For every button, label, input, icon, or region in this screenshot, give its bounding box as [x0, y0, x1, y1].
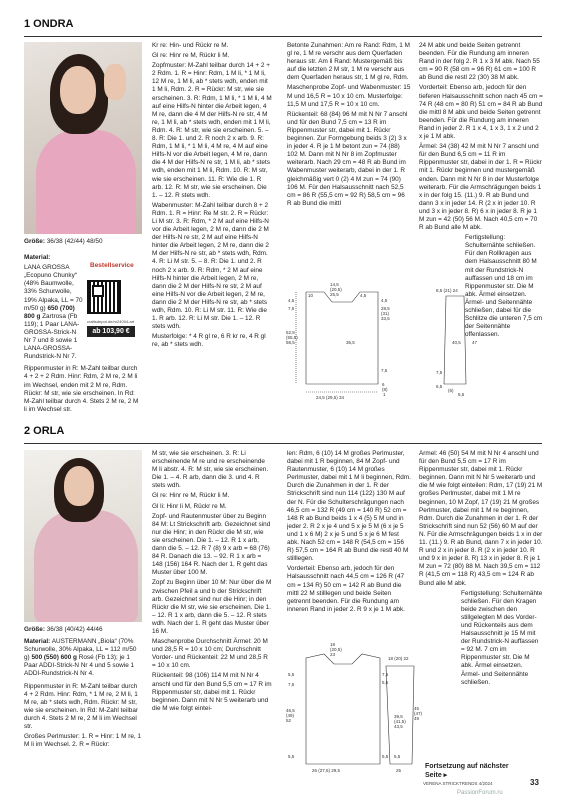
sweater-shape	[34, 510, 138, 622]
dim-label: 52	[286, 718, 292, 723]
dim-label: 5,5	[394, 754, 401, 759]
dim-label: 7,5	[382, 672, 389, 677]
dim-label: 33,5	[381, 316, 390, 321]
rueckenteil-text: Rückenteil: 98 (106) 114 M mit N Nr 4 anschl und für den Bund 5,5 cm = 17 R im Rippenmuster str, dabei mit 1. Rückr beginnen. Dann mit N Nr 5 weiterarb und die M wie folgt eintei-	[152, 672, 272, 712]
body-outline	[306, 292, 378, 384]
dim-label: 24,5 (29,5) 34	[316, 395, 345, 400]
section2-rule	[24, 443, 542, 444]
halsausschnitt-text: 24 M abk und beide Seiten getrennt beenden. Für die Rundung am inneren Rand in der folg 2. R 1 x 3 M abk. Nach 55 cm = 90 R (58 cm = 96 R) 61 cm = 100 R ab Bund die restl 22 (30) 38 M abk.	[419, 42, 540, 82]
sweater-shape	[36, 130, 136, 234]
schematic-diagram-2	[286, 636, 424, 776]
material-amount: 500 (550) 600 g	[31, 654, 77, 662]
section2-photo	[24, 450, 142, 622]
face-shape	[60, 66, 96, 114]
material-label: Material:	[24, 638, 51, 646]
dim-label: 7,5	[288, 306, 295, 311]
dim-label: 45	[414, 706, 420, 711]
dim-label: (20,5)	[330, 647, 342, 652]
fertigstellung-text: Fertigstellung: Schulternähte schließen. Für den Rollkragen aus dem Halsausschnitt 80 M mit der Rundstrick-N auffassen und 18 cm im Rippenmuster str. Die M abk. Ärmel einsetzen. Ärmel- und Seitennähte schließen, dabei für die Schlitze die unteren 7,5 cm der Seitennähte offenlassen.	[465, 234, 543, 339]
perlmuster-cont-text: M str, wie sie erscheinen. 3. R: Li erscheinende M re und re erscheinende M li abstr. 4. R: M str, wie sie erscheinen. Die 1. – 4. R arb, dann die 3. und 4. R stets wdh.	[152, 450, 269, 490]
section1-title: 1 ONDRA	[24, 18, 74, 30]
zopfmuster-text: Zopfmuster: M-Zahl teilbar durch 14 + 2 + 2 Rdm. 1. R = Hinr: Rdm, 1 M li, * 1 M li, 12 M re, 1 M li, ab * stets wdh, enden mit 1 M li, Rdm. 2. R = Rückr: M str, wie sie erscheinen. 3. R: Rdm, 1 M li, * 1 M li, 4 M auf eine Hilfs-N hinter die Arbeit legen, 4 M re, dann die 4 M der Hilfs-N re str, 4 M re, 1 M li, ab * stets wdh, enden mit 1 M li, Rdm. 4. R: M str, wie sie erscheinen. 5. – 8. R: Die 1. und 2. R noch 2 x arb. 9. R: Rdm, 1 M li, * 1 M li, 4 M re, 4 M auf eine Hilfs-N vor die Arbeit legen, 4 M re, dann die 4 M der Hilfs-N re str, 1 M li, ab * stets wdh, enden mit 1 M li, Rdm. 10. R: M str, wie sie erscheinen. 11. R: Wie die 1. R arb. 12. R: M str, wie sie erscheinen. Die 1. – 12. R stets wdh.	[152, 62, 272, 199]
material-text: LANA GROSSA „Ecopuno Chunky“ (48% Baumwolle, 33% Schurwolle, 19% Alpaka, LL = 70 m/50 g)	[24, 264, 83, 312]
magazine-name: VERENA STRICKTRENDS 4/2024	[423, 781, 493, 786]
dim-label: (6)	[448, 388, 454, 393]
dim-label: (49)	[286, 713, 295, 718]
dim-label: 7,5	[288, 682, 295, 687]
gl-re-text: Gl re: Hinr re M, Rückr li M.	[152, 52, 230, 60]
section2-col1	[24, 626, 142, 776]
maschenprobe-text: Maschenprobe Durchschnitt Ärmel: 20 M und 28,5 R = 10 x 10 cm; Durchschnitt Vorder- und Rückenteil: 22 M und 28,5 R = 10 x 10 cm.	[152, 638, 268, 670]
size-label: Größe:	[24, 626, 45, 633]
dim-label: (41,5)	[394, 719, 406, 724]
dim-label: 4,5	[360, 293, 367, 298]
dim-label: 4,5	[381, 298, 388, 303]
next-page-link[interactable]: Fortsetzung auf nächster Seite ▸	[425, 763, 509, 779]
section1-rule	[24, 36, 542, 37]
material-text2: Zartrosa (Fb 119); 1 Paar LANA-GROSSA-Strick-N Nr 7 und 8 sowie 1 LANA-GROSSA-Rundstrick-N Nr 7.	[24, 312, 80, 361]
vorderteil-text: Vorderteil: Ebenso arb, jedoch für den Halsausschnitt nach 44,5 cm = 126 R (47 cm = 134 R) 50 cm = 142 R ab Bund die mittl 22 M stilllegen und beide Seiten getrennt beenden. Für die Rundung am inneren Rand in jeder 2. R 9 x je 1 M abk.	[287, 565, 405, 613]
dim-label: (20,5)	[330, 287, 342, 292]
aermel-text: Ärmel: 46 (50) 54 M mit N Nr 4 anschl und für den Bund 5,5 cm = 17 R im Rippenmuster str, dabei mit 1. Rückr beginnen. Dann mit N Nr 5 weiterarb und die M wie folgt einteilen: Rdm, 17 (19) 21 M großes Perlmuster, dabei mit 1 M re beginnen, 10 M Zopf, 17 (19) 21 M großes Perlmuster, dabei mit 1 M re beginnen, Rdm. Durch die Zunahmen in der 1. R der Strickschrift sind nun 52 (56) 60 M auf der N. Für die Armschrägungen beids 1 x in der 11. (11.) 9. R ab Bund, dann 7 x in jeder 10. R und 2 x in jeder 8. R (2 x in jeder 10. R und 9 x in jeder 8. R) 13 x in jeder 8. R je 1 M zun = 72 (80) 88 M. Nach 39,5 cm = 112 R (41,5 cm = 118 R) 43,5 cm = 124 R ab Bund alle M abk.	[419, 450, 543, 587]
kr-re-text: Kr re: Hin- und Rückr re M.	[152, 42, 229, 49]
section2-col3	[287, 450, 411, 636]
gl-re-text: Gl re: Hinr re M, Rückr li M.	[152, 492, 230, 500]
section2-title: 2 ORLA	[24, 425, 65, 437]
aermel-text: Ärmel: 34 (38) 42 M mit N Nr 7 anschl und für den Bund 6,5 cm = 11 R im Rippenmuster str, dabei in der 1. R = Rückr mit 1. Rückr beginnen und mustergemäß enden. Dann mit N Nr 8 in der Musterfolge weiterarb. Für die Armschrägungen beids 1 x in der folg 15. (11.) 9. R ab Bund und dann 3 x in jeder 14. R (2 x in jeder 10. R und 3 x in jeder 8. R) 6 x in jeder 8. R je 1 M zun = 42 (50) 56 M. Nach 40,5 cm = 70 R ab Bund alle M abk.	[419, 143, 542, 232]
dim-label: 28,5	[381, 306, 390, 311]
material-text2: Rosé (Fb 13); je 1 Paar ADDI-Strick-N Nr 4 und 5 sowie 1 ADDI-Rundstrick-N Nr 4.	[24, 654, 135, 678]
dim-label: 4,5	[288, 298, 295, 303]
dim-label: 14,5	[330, 282, 339, 287]
material-label: Material:	[24, 254, 51, 262]
dim-label: (8)	[382, 387, 388, 392]
dim-label: 5,5	[458, 392, 465, 397]
dim-label: 25,5	[330, 292, 339, 297]
gl-li-text: Gl li: Hinr li M, Rückr re M.	[152, 502, 227, 510]
dim-label: 7,5	[436, 370, 443, 375]
dim-label: 49	[414, 716, 420, 721]
dim-label: 52,5	[286, 330, 295, 335]
dim-label: 18	[330, 642, 336, 647]
wabenmuster-text: Wabenmuster: M-Zahl teilbar durch 8 + 2 Rdm. 1. R = Hinr: Re M str. 2. R = Rückr: Li M str. 3. R: Rdm, * 2 M auf eine Hilfs-N vor die Arbeit legen, 2 M re, dann die 2 M der Hilfs-N re str, 2 M auf eine Hilfs-N hinter die Arbeit legen, 2 M re, dann die 2 M der Hilfs-N re str, ab * stets wdh, Rdm. 4. R: Li M str. 5. – 8. R: Die 1. und 2. R noch 2 x arb. 9. R: Rdm, * 2 M auf eine Hilfs-N hinter die Arbeit legen, 2 M re, dann die 2 M der Hilfs-N re str, 2 M auf eine Hilfs-N vor die Arbeit legen, 2 M re, dann die 2 M der Hilfs-N re str, ab * stets wdh, Rdm. 10. R: Li M str. 11. R: Wie die 1. R arb. 12. R: Li M str. Die 1. – 12. R stets wdh.	[152, 201, 269, 331]
dim-label: 5,5	[382, 754, 389, 759]
betonte-zunahmen-text: Betonte Zunahmen: Am re Rand: Rdm, 1 M gl re, 1 M re verschr aus dem Querfaden heraus str. Am li Rand: Mustergemäß bis auf die letzten 2 M str, 1 M re verschr aus dem Querfaden heraus str, 1 M gl re, Rdm.	[287, 42, 410, 82]
hand-shape	[104, 64, 126, 100]
fertigstellung-text: Fertigstellung: Schulternähte schließen. Für den Kragen beide zwischen den stillgelegten M des Vorder- und Rückenteils aus dem Halsausschnitt je 15 M mit der Rundstrick-N auffassen = 92 M. 7 cm im Rippenmuster str. Die M abk. Ärmel einsetzen. Ärmel- und Seitennähte schließen.	[461, 589, 543, 686]
zopf-beginn-text: Zopf zu Beginn über 10 M: Nur über die M zwischen Pfeil a und b der Strickschrift arb. Gezeichnet sind nur die Hinr; in den Rückr die M str, wie sie erscheinen. Die 1. – 12. R 1 x arb, dann die 5. – 12. R stets wdh. Nach der 1. R geht das Muster über 16 M.	[152, 579, 272, 635]
section1-col2	[152, 42, 272, 438]
dim-label: 36,5	[346, 340, 355, 345]
size-label: Größe:	[24, 238, 45, 245]
rippenmuster-text: Rippenmuster in R: M-Zahl teilbar durch 4 + 2 + 2 Rdm. Hinr: Rdm, 2 M re, 2 M li im Wechsel, enden mit 2 M re, Rdm. Rückr: M str, wie sie erscheinen. In Rd: M-Zahl teilbar durch 4. Stets 2 M re, 2 M li im Wechsel str.	[24, 365, 139, 413]
section1-col3	[287, 42, 411, 262]
einteilung-text: len: Rdm, 6 (10) 14 M großes Perlmuster, dabei mit 1 R beginnen, 84 M Zopf- und Rautenmuster, 6 (10) 14 M großes Perlmuster, dabei mit 1 M li beginnen, Rdm. Durch die Zunahmen in der 1. R der Strickschrift sind nun 114 (122) 130 M auf der N. Für die Schulterschrägungen nach 46,5 cm = 132 R (49 cm = 140 R) 52 cm = 148 R ab Bund beids 1 x 4 (5) 5 M und in jeder 2. R 2 x je 4 und 5 x je 5 M (6 x je 5 und 1 x 6 M) 2 x je 5 und 5 x je 6 M fest abk. Nach 52 cm = 148 R (54,5 cm = 156 R) 57,5 cm = 164 R ab Bund die restl 40 M stilllegen.	[287, 450, 411, 563]
perlmuster-text: Großes Perlmuster: 1. R = Hinr: 1 M re, 1 M li im Wechsel. 2. R = Rückr:	[24, 733, 142, 749]
watermark: PassionForum.ru	[457, 790, 503, 796]
material-amount: 650 (700) 800 g	[24, 304, 75, 320]
section2-col4	[419, 450, 543, 760]
dim-label: 8,5 (21) 24	[436, 288, 458, 293]
bestellservice-label: Bestellservice	[90, 262, 134, 269]
dim-label: 39,5	[394, 714, 403, 719]
qr-code[interactable]	[87, 280, 121, 314]
price-badge: ab 103,90 €	[87, 326, 135, 337]
page-number: 33	[530, 778, 539, 787]
dim-label: 6,5	[436, 384, 443, 389]
dim-label: 46,5	[286, 708, 295, 713]
dim-label: (31)	[381, 311, 390, 316]
maschenprobe-text: Maschenprobe Zopf- und Wabenmuster: 15 M und 16,5 R = 10 x 10 cm. Musterfolge: 11,5 M und 17,5 R = 10 x 10 cm.	[287, 84, 411, 108]
dim-label: (55,5)	[286, 335, 298, 340]
dim-label: 40,5	[452, 340, 461, 345]
dim-label: 43,5	[394, 724, 403, 729]
face-shape	[64, 466, 94, 506]
section1-photo	[24, 42, 142, 234]
dim-label: 5,5	[288, 754, 295, 759]
zopf-rauten-text: Zopf- und Rautenmuster über zu Beginn 84 M: Lt Strickschrift arb. Gezeichnet sind nur die Hinr; in den Rückr die M str, wie sie erscheinen. Die 1. – 12. R 1 x arb, dann die 5. – 12. R 7 (8) 9 x arb = 68 (76) 84 R. Danach die 13. – 92. R 1 x arb = 148 (156) 164 R. Nach der 1. R geht das Muster über 100 M.	[152, 512, 271, 577]
dim-label: 10	[308, 293, 314, 298]
dim-label: (47)	[414, 711, 423, 716]
size-value: 36/38 (40/42) 44/46	[46, 626, 103, 633]
dim-label: 23	[330, 652, 336, 657]
section2-col2	[152, 450, 272, 780]
qr-caption: craftsdepot.de/nr24004-art	[87, 319, 135, 324]
dim-label: 47	[472, 340, 478, 345]
dim-label: 58,5	[286, 340, 295, 345]
rueckenteil-text: Rückenteil: 68 (84) 96 M mit N Nr 7 anschl und für den Bund 7,5 cm = 13 R im Rippenmuster str, dabei mit 1. Rückr beginnen. Zur Formgebung beids 3 (2) 3 x in jeder 4. R je 1 M betont zun = 74 (88) 102 M. Dann mit N Nr 8 im Zopfmuster weiterarb. Nach 29 cm = 48 R ab Bund im Wabenmuster weiterarb, dabei in der 1. R gleichmäßig vert 0 (2) 4 M zun = 74 (90) 106 M. Für den Halsausschnitt nach 52,5 cm = 86 R (55,5 cm = 92 R) 58,5 cm = 96 R ab Bund die mittl	[287, 110, 408, 207]
dim-label: 7,5	[381, 368, 388, 373]
size-value: 36/38 (42/44) 48/50	[46, 238, 103, 245]
dim-label: 18 (20) 22	[388, 656, 409, 661]
body-outline	[306, 654, 380, 764]
dim-label: 1	[383, 392, 386, 397]
musterfolge-text: Musterfolge: * 4 R gl re, 6 R kr re, 4 R gl re, ab * stets wdh.	[152, 333, 266, 349]
dim-label: 5,5	[382, 680, 389, 685]
material-text: AUSTERMANN „Biola“ (70% Schurwolle, 30% Alpaka, LL = 112 m/50 g)	[24, 638, 137, 662]
vorderteil-text: Vorderteil: Ebenso arb, jedoch für den tieferen Halsausschnitt schon nach 45 cm = 74 R (48 cm = 80 R) 51 cm = 84 R ab Bund die mittl 8 M abk und beide Seiten getrennt beenden. Für die Rundung am inneren Rand in jeder 2. R 1 x 4, 1 x 3, 1 x 2 und 2 x je 1 M abk.	[419, 84, 543, 141]
dim-label: 26 (27,5) 29,5	[312, 768, 341, 773]
dim-label: 6	[382, 382, 385, 387]
dim-label: 5,5	[288, 672, 295, 677]
dim-label: 25	[396, 768, 402, 773]
rippenmuster-text: Rippenmuster in R: M-Zahl teilbar durch 4 + 2 Rdm. Hinr: Rdm, * 1 M re, 2 M li, 1 M re, ab * stets wdh, Rdm. Rückr: M str, wie sie erscheinen. In Rd: M-Zahl teilbar durch 4. Stets 2 M re, 2 M li im Wechsel str.	[24, 682, 139, 731]
section1-col4	[419, 42, 543, 442]
